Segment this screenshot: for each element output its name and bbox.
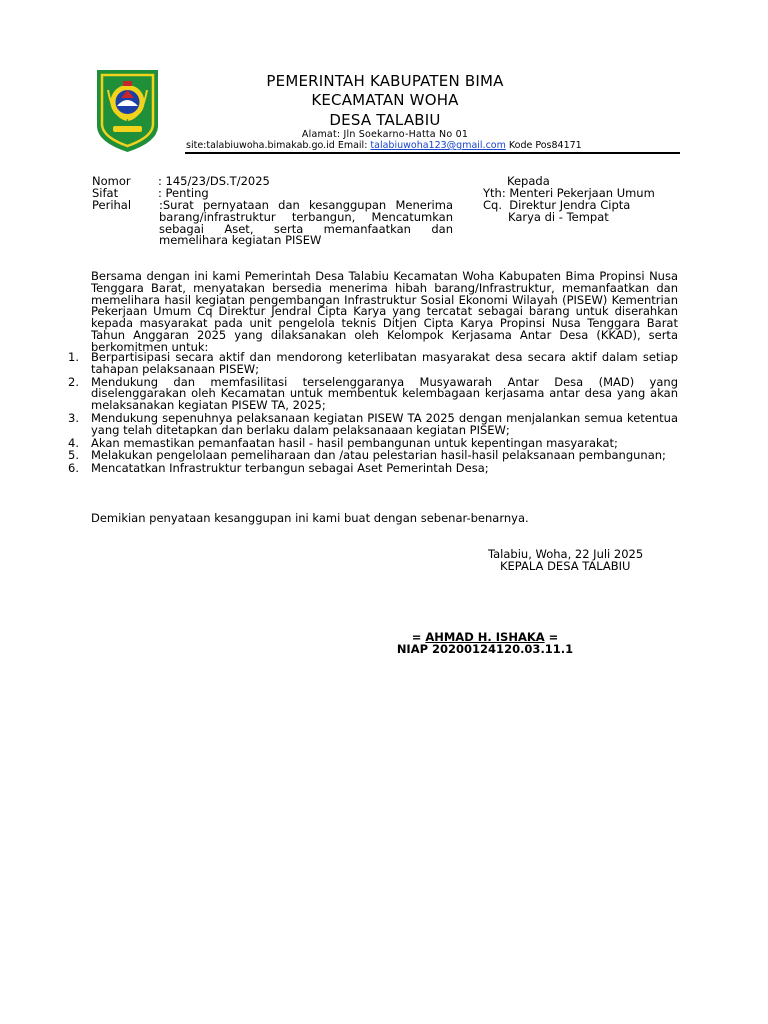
site-text: site:talabiuwoha.bimakab.go.id Email: [186,140,371,151]
list-number: 1. [68,350,79,364]
place-date: Talabiu, Woha, 22 Juli 2025 [488,547,644,561]
list-item [60,374,678,413]
name-suffix: = [544,630,559,644]
list-number: 4. [68,435,79,450]
list-number: 5. [68,448,79,463]
list-number: 2. [68,374,79,389]
list-item [60,352,678,376]
list-text: Mencatatkan Infrastruktur terbangun sebagai Aset Pemerintah Desa; [91,461,489,476]
perihal-value: :Surat pernyataan dan kesanggupan Menerima barang/infrastruktur terbangun, Mencatumkan sebagai Aset, serta memanfaatkan dan memelihara kegiatan PISEW [159,198,453,248]
name-prefix: = [411,630,426,644]
header-line-1: PEMERINTAH KABUPATEN BIMA [266,72,504,90]
nomor-value: : 145/23/DS.T/2025 [158,174,270,188]
sifat-value: : Penting [158,186,209,200]
list-text: Mendukung dan memfasilitasi terselenggaranya Musyawarah Antar Desa (MAD) yang diselenggarakan oleh Kecamatan untuk membentuk kelembagaan kerjasama antar desa yang akan melaksanakan kegiatan PISEW TA, 2025; [91,374,678,413]
kepada-label: Kepada [507,174,550,188]
body-paragraph: Bersama dengan ini kami Pemerintah Desa Talabiu Kecamatan Woha Kabupaten Bima Propinsi Nusa Tenggara Barat, menyatakan bersedia menerima hibah barang/Infrastruktur, memanfaatkan dan memelihara hasil kegiatan pengembangan Infrastruktur Sosial Ekonomi Wilayah (PISEW) Kementrian Pekerjaan Umum Cq Direktur Jendral Cipta Karya yang tercatat sebagai barang untuk diserahkan kepada masyarakat pada unit pengelola teknis Ditjen Cipta Karya Propinsi Nusa Tenggara Barat Tahun Anggaran 2025 yang dilaksanakan oleh Kelompok Kerjasama Antar Desa (KKAD), serta berkomitmen untuk: [91,269,678,354]
perihal-label: Perihal [92,198,132,212]
email-link[interactable]: talabiuwoha123@gmail.com [370,140,506,151]
header-rule [185,152,680,154]
list-text: Berpartisipasi secara aktif dan mendorong keterlibatan masyarakat desa secara aktif dalam setiap tahapan pelaksanaan PISEW; [91,350,678,376]
regency-emblem-icon [95,68,160,154]
postal-text: Kode Pos84171 [505,140,582,151]
name-text: AHMAD H. ISHAKA [425,630,545,644]
commitment-list [60,352,678,476]
nomor-label: Nomor [92,174,131,188]
signatory-niap: NIAP 20200124120.03.11.1 [396,642,574,656]
list-text: Melakukan pengelolaan pemeliharaan dan /atau pelestarian hasil-hasil pelaksanaan pembangunan; [91,448,666,463]
header-line-2: KECAMATAN WOHA [311,91,459,109]
recipient-line-3: Karya di - Tempat [508,210,609,224]
closing-statement: Demikian penyataan kesanggupan ini kami buat dengan sebenar-benarnya. [91,511,529,525]
header-line-3: DESA TALABIU [329,111,441,129]
list-item [60,410,678,437]
list-text: Mendukung sepenuhnya pelaksanaan kegiatan PISEW TA 2025 dengan menjalankan semua ketentua yang telah ditetapkan dan berlaku dalam pelaksanaaan kegiatan PISEW; [91,410,678,437]
list-number: 3. [68,410,79,425]
header-address: Alamat: Jln Soekarno-Hatta No 01 [301,129,469,140]
list-number: 6. [68,461,79,476]
sifat-label: Sifat [92,186,119,200]
header-contact [186,140,582,151]
recipient-line-2: Cq. Direktur Jendra Cipta [483,198,631,212]
recipient-line-1: Yth: Menteri Pekerjaan Umum [483,186,655,200]
list-text: Akan memastikan pemanfaatan hasil - hasil pembangunan untuk kepentingan masyarakat; [91,435,618,450]
signatory-title: KEPALA DESA TALABIU [500,559,631,573]
list-item [60,463,678,475]
